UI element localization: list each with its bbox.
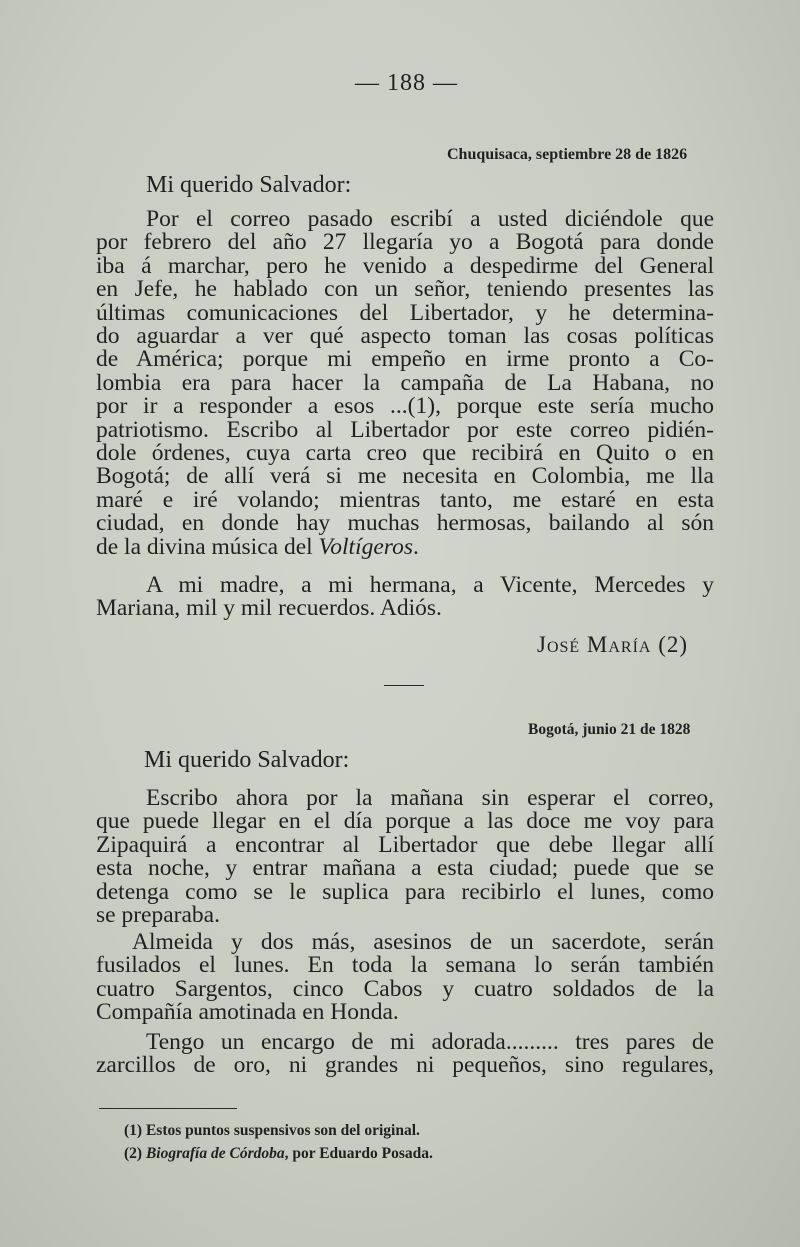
letter1-paragraph1 [96,208,714,559]
text-line: fusilados el lunes. En toda la semana lo serán también [96,952,714,979]
text-line: Escribo ahora por la mañana sin esperar el correo, [146,785,714,811]
letter1-paragraph2 [96,574,714,621]
text-line: Tengo un encargo de mi adorada......... tres pares de [146,1029,714,1055]
text-line: Por el correo pasado escribí a usted diciéndole que [146,206,714,232]
letter2-paragraph2 [96,931,714,1025]
text-line: Mariana, mil y mil recuerdos. Adiós. [96,595,442,622]
text-line: maré e iré volando; mientras tanto, me estaré en esta [96,486,714,513]
letter1-greeting: Mi querido Salvador: [146,172,352,198]
footnote-text: , por Eduardo Posada. [284,1145,433,1162]
text-line: que puede llegar en el día porque a las doce me voy para [96,808,714,835]
letter2-dateline: Bogotá, junio 21 de 1828 [528,721,691,738]
text-line: lombia era para hacer la campaña de La Habana, no [96,369,714,396]
text-line: dole órdenes, cuya carta creo que recibirá en Quito o en [96,440,714,467]
italic-title: Voltígeros [318,533,413,560]
letter1-dateline: Chuquisaca, septiembre 28 de 1826 [447,146,688,163]
text-line: detenga como se le suplica para recibirlo el lunes, como [96,878,714,905]
text-line: Compañía amotinada en Honda. [96,999,399,1026]
text-line-last [96,533,714,560]
text-line: Almeida y dos más, asesinos de un sacerdote, serán [132,929,714,955]
footnote-1: (1) Estos puntos suspensivos son del original. [124,1122,420,1139]
footnote-italic-title: Biografía de Córdoba [145,1145,285,1162]
text-line: do aguardar a ver qué aspecto toman las cosas políticas [96,323,714,350]
letter1-signature: José María (2) [537,632,689,657]
text-line: Zipaquirá a encontrar al Libertador que debe llegar allí [96,831,714,858]
footnote-2 [124,1142,433,1165]
text-line: por ir a responder a esos ...(1), porque este sería mucho [96,393,714,420]
text-line: cuatro Sargentos, cinco Cabos y cuatro soldados de la [96,975,714,1002]
text-line: por febrero del año 27 llegaría yo a Bogotá para donde [96,229,714,256]
text-fragment: . [412,533,419,560]
text-fragment: de la divina música del [96,533,319,560]
text-line: últimas comunicaciones del Libertador, y he determina- [96,299,714,326]
footnote-marker: (2) [124,1145,146,1162]
text-line: Bogotá; de allí verá si me necesita en Colombia, me lla [96,463,714,490]
letter2-paragraph1 [96,787,714,927]
page-number: — 188 — [355,70,458,96]
letter2-paragraph3 [96,1031,714,1078]
text-line: zarcillos de oro, ni grandes ni pequeños, sino regulares, [96,1052,714,1079]
text-line: patriotismo. Escribo al Libertador por este correo pidién- [96,416,714,443]
text-line: A mi madre, a mi hermana, a Vicente, Mercedes y [146,572,714,598]
text-line: de América; porque mi empeño en irme pronto a Co- [96,346,714,373]
text-line: en Jefe, he hablado con un señor, teniendo presentes las [96,276,714,303]
text-line: esta noche, y entrar mañana a esta ciudad; puede que se [96,855,714,882]
section-divider [384,685,424,686]
text-line: iba á marchar, pero he venido a despedirme del General [96,252,714,279]
text-line: se preparaba. [96,902,220,929]
footnote-rule [99,1108,237,1109]
text-line: ciudad, en donde hay muchas hermosas, bailando al són [96,510,714,537]
letter2-greeting: Mi querido Salvador: [144,747,350,773]
